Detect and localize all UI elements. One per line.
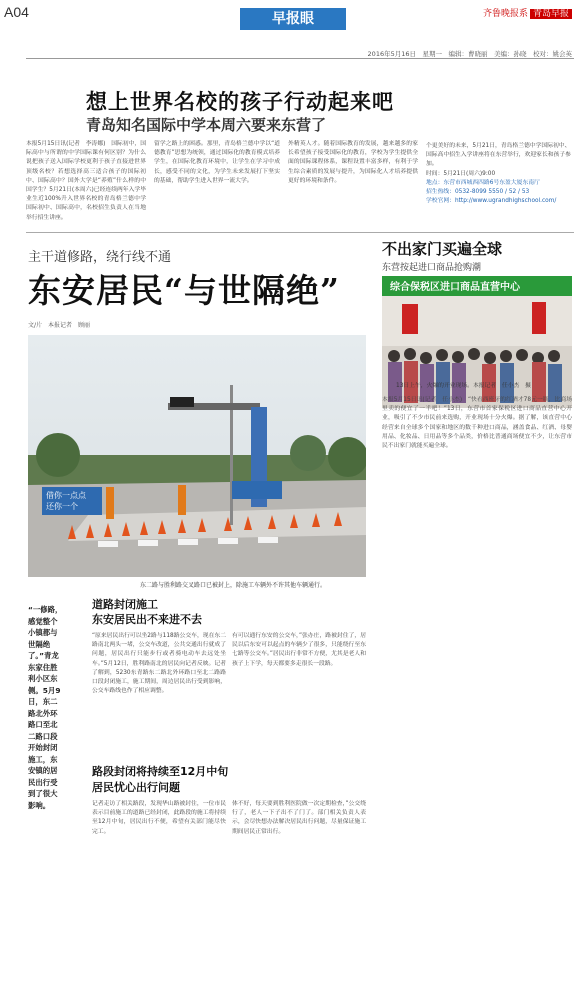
edition-badge: 青岛早报 — [530, 9, 572, 19]
sidebar-body: 本报5月15日讯(记者 任小杰) “快看西班牙的红酒才78元一瓶，比商场里卖的便宜了一半吧！”13日，东营市首家保税区进口商品直营中心开业，吸引了不少市民前来选购，开业现场十分火爆。据了解，该直营中心经营来自全球多个国家和地区的数千种进口商品，涵盖食品、红酒、母婴用品、化妆品、日用品等多个品类，价格比普通商场便宜不少，让东营市民不出家门就能买遍全球。 — [382, 397, 572, 450]
store-sign: 综合保税区进口商品直营中心 — [390, 282, 520, 293]
story1-column-3: 外精英人才。随着国际教育的发展，越来越多的家长希望孩子接受国际化的教育，学校为学生提供全面的国际课程体系，课程设置丰富多样，有利于学生综合素质的发展与提升，为国际化人才培养提供更好的环境和条件。 — [288, 141, 418, 184]
column-name-tab: 早报眼 — [240, 8, 346, 30]
info-time: 时间：5月21日(周六)9:00 — [426, 170, 496, 177]
story1-title: 想上世界名校的孩子行动起来吧 — [86, 90, 394, 114]
story2-title: 东安居民“与世隔绝” — [28, 271, 340, 310]
story2-body-1: “原来居民出行可以坐2路与118路公交车，现在东二路南北两头一堵，公交车改道，公共交通出行就成了问题，居民出行只能步行或者骑电动车去远处坐车。”5月12日，胜利路南北的居民向记者反映。记者了解到，5230东青路东二路北外环路口至北二路路口段封闭施工，施工期间，周边居民出行受到影响，公交车路线也作了相应调整。 — [92, 633, 226, 695]
story1-column-1: 本报5月15日讯(记者 李涛娜) 国际初中，国际高中与所谓的中学国际课有何区别？为什么说把孩子送入国际学校更利于孩子直接进世界顶级名校？若想选择高三适合孩子的国际初中、国际高中？国外大学是“养殖”什么样的中国学生？5月21日(本周六)已经连续两年入学毕业生近100%升入世界名校的青岛格兰德中学国际初中、国际高中，名校招生负责人在当地举行招生讲座。 — [26, 141, 146, 221]
story1-column-2: 留学之路上的困惑。那里，青岛格兰德中学以“道德教育”思想为统领，通过国际化的教育模式培养学生，在国际化教育环境中，让学生在学习中成长，感受不同的文化，为学生未来发展打下坚实的基础，帮助学生进入世界一流大学。 — [154, 141, 280, 184]
header-rule — [26, 58, 574, 59]
info-place: 地点：东营市西城西四路6号东盈大厦东南厅 — [426, 179, 540, 186]
sidebar-title: 不出家门买遍全球 — [382, 240, 503, 258]
newspaper-brand — [483, 6, 572, 19]
subhead-road-closure: 道路封闭施工 — [92, 598, 158, 611]
info-phone: 招生热线：0532-8099 5550 / 52 / 53 — [426, 189, 530, 196]
pull-quote: “一修路，感觉整个小镇都与世隔绝了。”青龙东家住胜利小区东侧。5月9日，东二路北外环路口至北二路口段开始封闭施工，东安镇的居民出行受到了很大影响。 — [28, 605, 63, 810]
brand-name: 齐鲁晚报系 — [482, 9, 528, 19]
info-lead: 个更美好的未来，5月21日，青岛格兰德中学国际初中、国际高中招生入学讲座将在东营举行，欢迎家长和孩子参加。 — [426, 143, 571, 168]
road-closure-photo — [28, 335, 366, 577]
road-closure-illustration — [28, 335, 366, 577]
road-photo-caption: 东二路与胜利路交叉路口已被封上，除施工车辆外不许其他车辆通行。 — [140, 582, 327, 589]
info-website: 学校官网：http://www.ugrandhighschool.com/ — [426, 198, 557, 205]
story2-byline: 文/片 本报记者 顾丽 — [28, 322, 91, 329]
story2-body-4: 体不好，每天要到胜利医院做一次定期检查，”公交绕行了，老人一下子出不了门了。部门相关负责人表示，会尽快想办法解决居民出行问题，尽量保证施工期间居民正常出行。 — [232, 801, 366, 835]
subhead-residents-worried: 居民忧心出行问题 — [92, 781, 180, 794]
story-imported-goods — [376, 232, 574, 922]
subhead-closure-duration: 路段封闭将持续至12月中旬 — [92, 765, 229, 778]
dateline: 2016年5月16日 星期一 编辑：曹晓丽 美编：孙晓 校对：姚会英 — [367, 50, 572, 58]
page-header — [0, 0, 580, 30]
subhead-residents-stuck: 东安居民出不来进不去 — [92, 613, 202, 626]
svg-text:还你一个: 还你一个 — [46, 502, 78, 511]
store-photo-caption: 13日上午，火爆的开业现场。本报记者 任小杰 摄 — [396, 383, 531, 389]
story2-body-3: 记者走访了相关路段，发现华山路被封住，一位市民表示目前施工的道路已经封闭，此路段的施工将持续至12月中旬，居民出行不便，希望有关部门能尽快完工。 — [92, 801, 226, 835]
svg-text:借你一点点: 借你一点点 — [46, 491, 86, 500]
story2-kicker: 主干道修路，绕行线不通 — [28, 250, 172, 265]
story1-subtitle: 青岛知名国际中学本周六要来东营了 — [86, 116, 327, 134]
sidebar-subtitle: 东营按起进口商品抢购潮 — [382, 263, 482, 273]
page-number: A04 — [4, 4, 29, 20]
story2-body-2: 有可以通行东安的公交车，”张办庄，路被封住了，居民以后东安可以起点的车辆少了很多，只能绕行至东七路等公交车。”居民出行非常不方便，尤其是老人和孩子上下学，每天都要多走很长一段路。 — [232, 633, 366, 667]
